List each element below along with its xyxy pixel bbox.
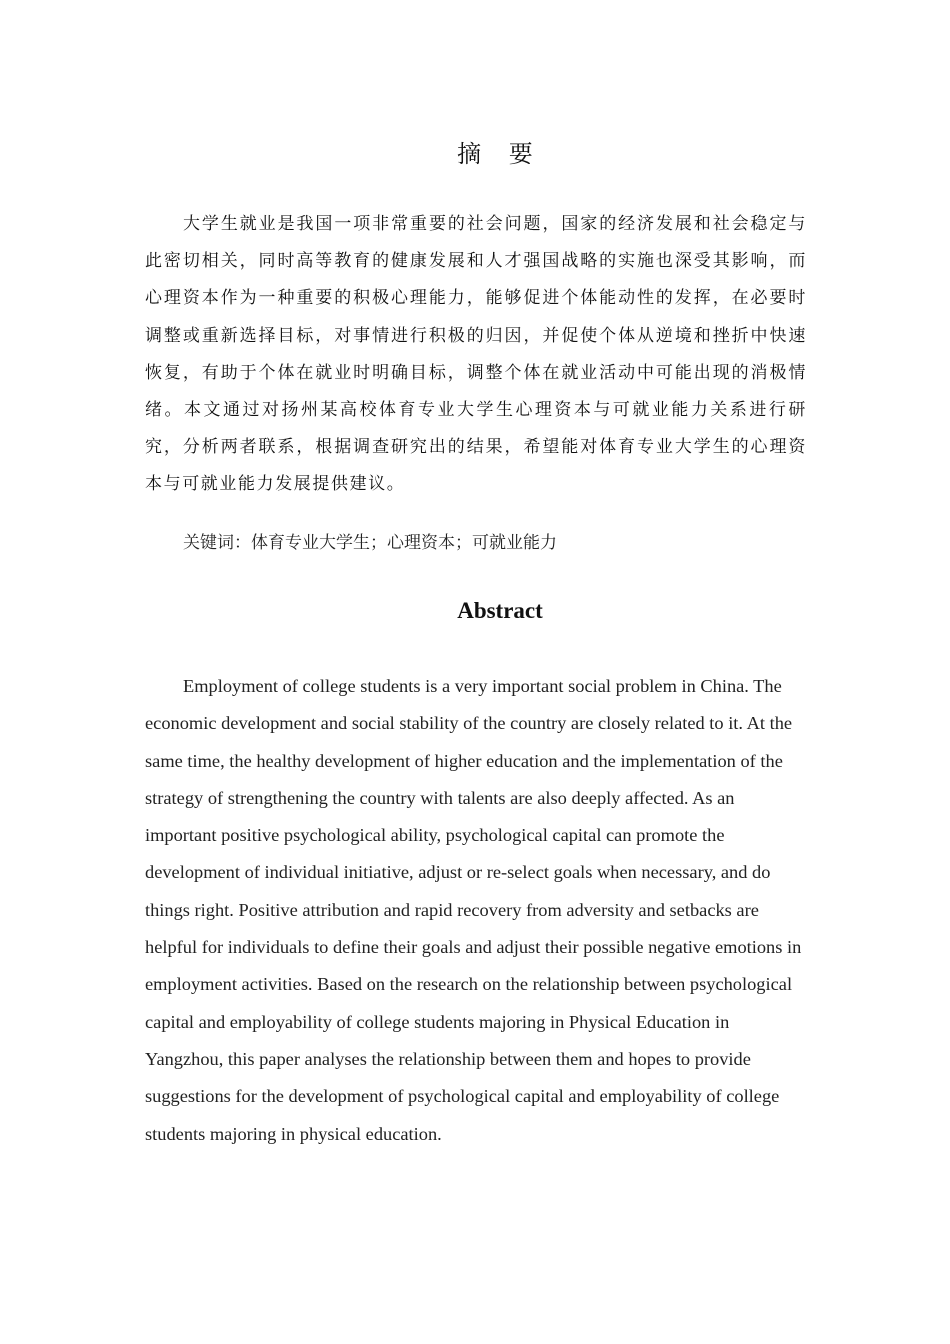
keywords-label: 关键词： [183, 533, 251, 553]
english-abstract-body: Employment of college students is a very important social problem in China. The economic development and social stability of the country are closely related to it. At the same time, the healthy development of higher education and the implementation of the strategy of strengthening the country with talents are also deeply affected. As an important positive psychological ability, psychological capital can promote the development of individual initiative, adjust or re-select goals when necessary, and do things right. Positive attribution and rapid recovery from adversity and setbacks are helpful for individuals to define their goals and adjust their possible negative emotions in employment activities. Based on the research on the relationship between psychological capital and employability of college students majoring in Physical Education in Yangzhou, this paper analyses the relationship between them and hopes to provide suggestions for the development of psychological capital and employability of college students majoring in physical education. [145, 676, 802, 1144]
chinese-keywords [183, 528, 557, 553]
chinese-abstract-body: 大学生就业是我国一项非常重要的社会问题，国家的经济发展和社会稳定与此密切相关，同时高等教育的健康发展和人才强国战略的实施也深受其影响，而心理资本作为一种重要的积极心理能力，能够促进个体能动性的发挥，在必要时调整或重新选择目标，对事情进行积极的归因，并促使个体从逆境和挫折中快速恢复，有助于个体在就业时明确目标，调整个体在就业活动中可能出现的消极情绪。本文通过对扬州某高校体育专业大学生心理资本与可就业能力关系进行研究，分析两者联系，根据调查研究出的结果，希望能对体育专业大学生的心理资本与可就业能力发展提供建议。 [145, 214, 807, 495]
chinese-abstract-title: 摘 要 [457, 140, 543, 168]
keywords-list: 体育专业大学生；心理资本；可就业能力 [251, 533, 557, 553]
english-abstract-title: Abstract [457, 598, 543, 623]
